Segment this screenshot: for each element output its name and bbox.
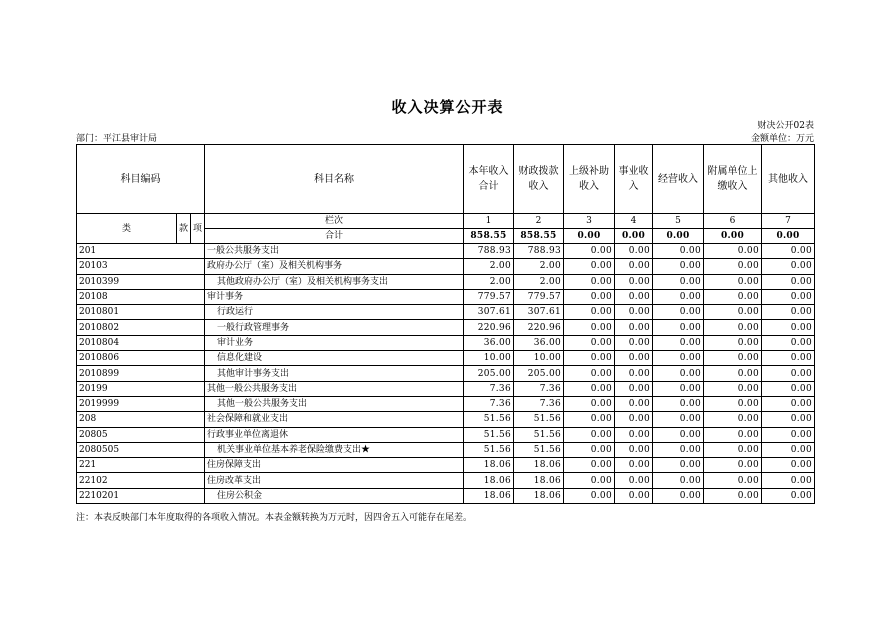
row-value: 0.00 bbox=[564, 366, 615, 381]
header-col-7: 其他收入 bbox=[762, 145, 815, 214]
row-value: 51.56 bbox=[514, 412, 564, 427]
row-name: 政府办公厅（室）及相关机构事务 bbox=[205, 259, 464, 274]
income-table bbox=[76, 144, 815, 504]
row-value: 0.00 bbox=[653, 320, 704, 335]
row-value: 0.00 bbox=[762, 473, 815, 488]
row-value: 0.00 bbox=[615, 381, 653, 396]
table-row bbox=[77, 305, 815, 320]
header-col-1: 本年收入合计 bbox=[464, 145, 514, 214]
row-value: 205.00 bbox=[464, 366, 514, 381]
row-value: 0.00 bbox=[704, 289, 762, 304]
row-value: 7.36 bbox=[514, 396, 564, 411]
row-value: 0.00 bbox=[762, 351, 815, 366]
row-value: 0.00 bbox=[704, 488, 762, 503]
row-value: 0.00 bbox=[615, 305, 653, 320]
row-code: 22102 bbox=[77, 473, 205, 488]
total-value: 858.55 bbox=[514, 229, 564, 244]
row-value: 0.00 bbox=[653, 396, 704, 411]
row-value: 220.96 bbox=[514, 320, 564, 335]
row-value: 18.06 bbox=[514, 458, 564, 473]
row-name: 行政事业单位离退休 bbox=[205, 427, 464, 442]
col-num-5: 5 bbox=[653, 214, 704, 229]
row-code: 2080505 bbox=[77, 442, 205, 457]
row-value: 0.00 bbox=[653, 244, 704, 259]
row-value: 0.00 bbox=[653, 366, 704, 381]
total-value: 0.00 bbox=[762, 229, 815, 244]
row-value: 36.00 bbox=[464, 335, 514, 350]
row-value: 7.36 bbox=[464, 381, 514, 396]
row-code: 2010899 bbox=[77, 366, 205, 381]
row-value: 0.00 bbox=[615, 351, 653, 366]
form-number: 财决公开02表 bbox=[757, 121, 814, 131]
row-value: 2.00 bbox=[514, 259, 564, 274]
row-value: 0.00 bbox=[653, 412, 704, 427]
department-label: 部门：平江县审计局 bbox=[76, 134, 158, 144]
total-value: 858.55 bbox=[464, 229, 514, 244]
row-value: 0.00 bbox=[704, 458, 762, 473]
footnote: 注：本表反映部门本年度取得的各项收入情况。本表金额转换为万元时，因四舍五入可能存在尾差。 bbox=[76, 513, 473, 523]
row-value: 0.00 bbox=[762, 458, 815, 473]
row-value: 0.00 bbox=[762, 396, 815, 411]
row-value: 779.57 bbox=[464, 289, 514, 304]
row-value: 36.00 bbox=[514, 335, 564, 350]
row-name: 一般行政管理事务 bbox=[205, 320, 464, 335]
row-value: 0.00 bbox=[615, 259, 653, 274]
table-row bbox=[77, 412, 815, 427]
row-code: 208 bbox=[77, 412, 205, 427]
row-value: 0.00 bbox=[704, 259, 762, 274]
row-value: 0.00 bbox=[615, 427, 653, 442]
table-row bbox=[77, 366, 815, 381]
row-value: 0.00 bbox=[564, 427, 615, 442]
row-value: 779.57 bbox=[514, 289, 564, 304]
page-title: 收入决算公开表 bbox=[391, 98, 504, 116]
col-num-6: 6 bbox=[704, 214, 762, 229]
row-value: 0.00 bbox=[653, 381, 704, 396]
row-value: 307.61 bbox=[464, 305, 514, 320]
row-value: 7.36 bbox=[514, 381, 564, 396]
row-value: 0.00 bbox=[704, 381, 762, 396]
row-value: 788.93 bbox=[464, 244, 514, 259]
table-row bbox=[77, 259, 815, 274]
row-value: 51.56 bbox=[464, 427, 514, 442]
row-value: 0.00 bbox=[564, 305, 615, 320]
row-value: 51.56 bbox=[464, 412, 514, 427]
row-value: 10.00 bbox=[464, 351, 514, 366]
row-value: 0.00 bbox=[564, 442, 615, 457]
row-value: 0.00 bbox=[704, 244, 762, 259]
row-value: 0.00 bbox=[615, 442, 653, 457]
row-value: 0.00 bbox=[564, 274, 615, 289]
row-name: 其他一般公共服务支出 bbox=[205, 381, 464, 396]
row-value: 0.00 bbox=[704, 396, 762, 411]
col-num-1: 1 bbox=[464, 214, 514, 229]
row-value: 0.00 bbox=[615, 244, 653, 259]
row-value: 0.00 bbox=[615, 488, 653, 503]
row-value: 0.00 bbox=[653, 305, 704, 320]
row-value: 0.00 bbox=[615, 412, 653, 427]
row-value: 0.00 bbox=[653, 351, 704, 366]
row-value: 0.00 bbox=[615, 335, 653, 350]
header-col-3: 上级补助收入 bbox=[564, 145, 615, 214]
row-code: 2010806 bbox=[77, 351, 205, 366]
row-name: 住房公积金 bbox=[205, 488, 464, 503]
row-value: 0.00 bbox=[615, 473, 653, 488]
header-col-5: 经营收入 bbox=[653, 145, 704, 214]
row-value: 0.00 bbox=[704, 442, 762, 457]
row-value: 0.00 bbox=[762, 320, 815, 335]
row-value: 0.00 bbox=[564, 412, 615, 427]
col-num-3: 3 bbox=[564, 214, 615, 229]
row-value: 0.00 bbox=[762, 412, 815, 427]
row-value: 7.36 bbox=[464, 396, 514, 411]
row-value: 0.00 bbox=[653, 442, 704, 457]
row-name: 行政运行 bbox=[205, 305, 464, 320]
row-value: 0.00 bbox=[762, 244, 815, 259]
row-code: 2210201 bbox=[77, 488, 205, 503]
row-value: 0.00 bbox=[653, 259, 704, 274]
row-code: 20103 bbox=[77, 259, 205, 274]
row-value: 0.00 bbox=[762, 442, 815, 457]
col-num-2: 2 bbox=[514, 214, 564, 229]
row-name: 其他一般公共服务支出 bbox=[205, 396, 464, 411]
row-value: 0.00 bbox=[704, 335, 762, 350]
header-kuan: 款 bbox=[177, 214, 191, 244]
row-value: 0.00 bbox=[564, 320, 615, 335]
row-value: 0.00 bbox=[653, 427, 704, 442]
row-code: 20199 bbox=[77, 381, 205, 396]
row-value: 18.06 bbox=[464, 458, 514, 473]
row-code: 2010399 bbox=[77, 274, 205, 289]
row-value: 51.56 bbox=[514, 427, 564, 442]
row-value: 0.00 bbox=[615, 289, 653, 304]
row-name: 审计事务 bbox=[205, 289, 464, 304]
header-xiang: 项 bbox=[191, 214, 205, 244]
row-value: 0.00 bbox=[762, 427, 815, 442]
col-num-4: 4 bbox=[615, 214, 653, 229]
total-value: 0.00 bbox=[564, 229, 615, 244]
row-value: 0.00 bbox=[653, 289, 704, 304]
row-value: 0.00 bbox=[564, 488, 615, 503]
row-value: 0.00 bbox=[704, 274, 762, 289]
row-value: 0.00 bbox=[653, 473, 704, 488]
row-value: 205.00 bbox=[514, 366, 564, 381]
row-value: 0.00 bbox=[653, 335, 704, 350]
row-value: 0.00 bbox=[762, 259, 815, 274]
row-value: 0.00 bbox=[564, 351, 615, 366]
row-value: 0.00 bbox=[704, 351, 762, 366]
row-value: 0.00 bbox=[762, 289, 815, 304]
unit-label: 金额单位：万元 bbox=[750, 134, 814, 144]
row-value: 0.00 bbox=[564, 396, 615, 411]
header-lei: 类 bbox=[77, 214, 177, 244]
row-value: 18.06 bbox=[514, 488, 564, 503]
row-name: 其他政府办公厅（室）及相关机构事务支出 bbox=[205, 274, 464, 289]
header-code: 科目编码 bbox=[77, 145, 205, 214]
row-value: 0.00 bbox=[615, 320, 653, 335]
row-value: 0.00 bbox=[564, 458, 615, 473]
row-value: 18.06 bbox=[464, 473, 514, 488]
table-row bbox=[77, 458, 815, 473]
row-code: 20805 bbox=[77, 427, 205, 442]
row-value: 0.00 bbox=[653, 488, 704, 503]
row-value: 2.00 bbox=[514, 274, 564, 289]
row-value: 18.06 bbox=[464, 488, 514, 503]
row-code: 2010801 bbox=[77, 305, 205, 320]
row-value: 51.56 bbox=[514, 442, 564, 457]
row-value: 10.00 bbox=[514, 351, 564, 366]
table-row bbox=[77, 274, 815, 289]
row-name: 住房改革支出 bbox=[205, 473, 464, 488]
header-col-6: 附属单位上缴收入 bbox=[704, 145, 762, 214]
table-row bbox=[77, 335, 815, 350]
table-row bbox=[77, 289, 815, 304]
row-value: 0.00 bbox=[564, 381, 615, 396]
row-name: 审计业务 bbox=[205, 335, 464, 350]
row-value: 0.00 bbox=[653, 458, 704, 473]
row-value: 0.00 bbox=[704, 305, 762, 320]
row-value: 0.00 bbox=[564, 335, 615, 350]
row-value: 788.93 bbox=[514, 244, 564, 259]
header-col-4: 事业收入 bbox=[615, 145, 653, 214]
table-row bbox=[77, 381, 815, 396]
row-value: 0.00 bbox=[653, 274, 704, 289]
row-value: 0.00 bbox=[704, 320, 762, 335]
row-name: 住房保障支出 bbox=[205, 458, 464, 473]
row-value: 2.00 bbox=[464, 274, 514, 289]
lanci-row bbox=[77, 214, 815, 229]
header-row bbox=[77, 145, 815, 214]
row-code: 2010802 bbox=[77, 320, 205, 335]
table-row bbox=[77, 473, 815, 488]
row-name: 其他审计事务支出 bbox=[205, 366, 464, 381]
row-name: 一般公共服务支出 bbox=[205, 244, 464, 259]
row-value: 51.56 bbox=[464, 442, 514, 457]
row-value: 0.00 bbox=[762, 366, 815, 381]
lanci-label: 栏次 bbox=[205, 214, 464, 229]
row-value: 0.00 bbox=[615, 396, 653, 411]
row-value: 0.00 bbox=[704, 412, 762, 427]
table-row bbox=[77, 244, 815, 259]
row-value: 0.00 bbox=[564, 259, 615, 274]
row-value: 0.00 bbox=[564, 289, 615, 304]
row-value: 0.00 bbox=[762, 274, 815, 289]
row-value: 307.61 bbox=[514, 305, 564, 320]
table-row bbox=[77, 427, 815, 442]
row-name: 信息化建设 bbox=[205, 351, 464, 366]
row-value: 0.00 bbox=[704, 473, 762, 488]
row-value: 18.06 bbox=[514, 473, 564, 488]
table-row bbox=[77, 442, 815, 457]
header-name: 科目名称 bbox=[205, 145, 464, 214]
row-value: 0.00 bbox=[762, 488, 815, 503]
row-value: 220.96 bbox=[464, 320, 514, 335]
row-value: 0.00 bbox=[615, 274, 653, 289]
total-value: 0.00 bbox=[704, 229, 762, 244]
total-label: 合计 bbox=[205, 229, 464, 244]
row-code: 201 bbox=[77, 244, 205, 259]
row-value: 0.00 bbox=[615, 458, 653, 473]
table-row bbox=[77, 351, 815, 366]
row-value: 0.00 bbox=[564, 473, 615, 488]
row-value: 0.00 bbox=[564, 244, 615, 259]
row-code: 2010804 bbox=[77, 335, 205, 350]
row-value: 2.00 bbox=[464, 259, 514, 274]
row-value: 0.00 bbox=[762, 305, 815, 320]
header-col-2: 财政拨款收入 bbox=[514, 145, 564, 214]
row-value: 0.00 bbox=[704, 366, 762, 381]
row-value: 0.00 bbox=[704, 427, 762, 442]
row-value: 0.00 bbox=[762, 335, 815, 350]
row-code: 20108 bbox=[77, 289, 205, 304]
table-row bbox=[77, 320, 815, 335]
row-code: 2019999 bbox=[77, 396, 205, 411]
row-value: 0.00 bbox=[762, 381, 815, 396]
total-value: 0.00 bbox=[615, 229, 653, 244]
col-num-7: 7 bbox=[762, 214, 815, 229]
row-name: 机关事业单位基本养老保险缴费支出★ bbox=[205, 442, 464, 457]
table-row bbox=[77, 396, 815, 411]
row-name: 社会保障和就业支出 bbox=[205, 412, 464, 427]
row-value: 0.00 bbox=[615, 366, 653, 381]
table-row bbox=[77, 488, 815, 503]
total-value: 0.00 bbox=[653, 229, 704, 244]
row-code: 221 bbox=[77, 458, 205, 473]
